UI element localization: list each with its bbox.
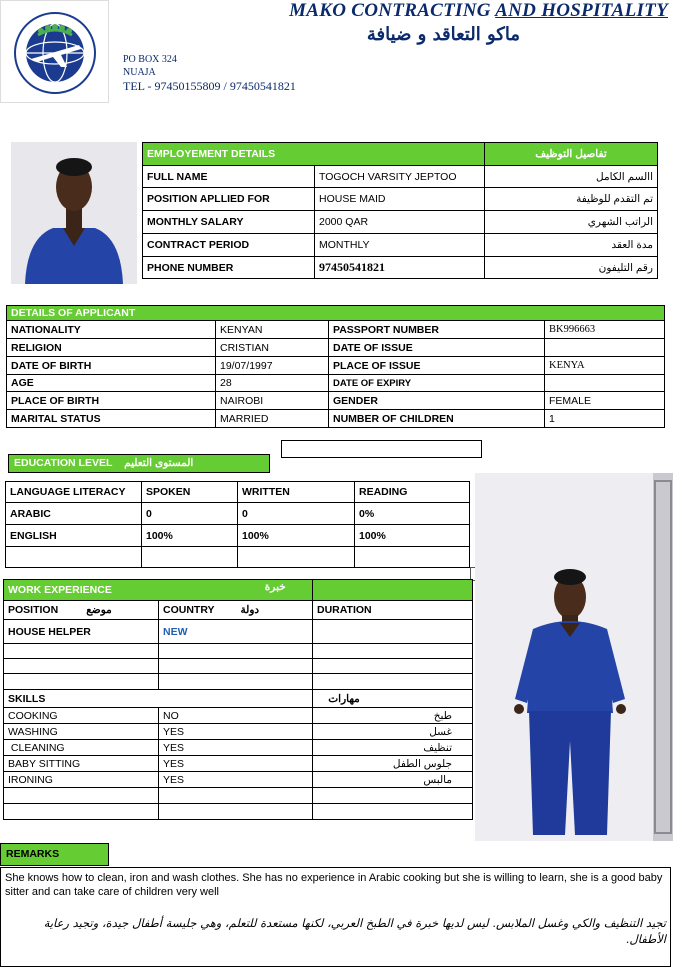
work-position (4, 644, 159, 659)
date-of-birth-label: DATE OF BIRTH (7, 357, 216, 375)
table-row (7, 321, 665, 339)
applicant-full-body-photo (475, 473, 673, 841)
date-of-birth-value: 19/07/1997 (216, 357, 329, 375)
skill-value: YES (159, 724, 313, 740)
work-title-ar: خبرة (264, 581, 286, 593)
remarks-title: REMARKS (0, 843, 109, 866)
applicant-details-table (6, 305, 665, 428)
skill-value (159, 804, 313, 820)
education-title: EDUCATION LEVEL (14, 457, 113, 469)
table-row (143, 166, 658, 188)
skills-title: SKILLS (8, 692, 46, 705)
contract-period-label: CONTRACT PERIOD (143, 234, 315, 257)
table-row (4, 674, 473, 690)
table-row (6, 547, 470, 568)
spoken-value: 0 (142, 503, 238, 525)
skill-name-ar: تنظيف (313, 740, 473, 756)
remarks-text-en: She knows how to clean, iron and wash clothes. She has no experience in Arabic cooking but she is willing to learn, she is a good baby sitter and can take care of children very well (5, 872, 663, 898)
date-of-issue-value (545, 339, 665, 357)
work-duration (313, 644, 473, 659)
remarks-text-ar: تجيد التنظيف والكي وغسل الملابس. ليس لديها خبرة في الطبخ العربي، لكنها مستعدة للتعلم، وهي جليسة أطفال جيدة، وتجيد رعاية الأطفال. (43, 916, 666, 946)
full-name-label: FULL NAME (143, 166, 315, 188)
phone-value: 97450541821 (315, 257, 485, 279)
gender-value: FEMALE (545, 392, 665, 410)
duration-header: DURATION (313, 601, 473, 620)
phone-label: PHONE NUMBER (143, 257, 315, 279)
marital-status-value: MARRIED (216, 410, 329, 428)
table-row (4, 756, 473, 772)
skill-value: YES (159, 756, 313, 772)
contract-period-label-ar: مدة العقد (485, 234, 658, 257)
table-row (4, 620, 473, 644)
salary-label-ar: الراتب الشهري (485, 211, 658, 234)
religion-label: RELIGION (7, 339, 216, 357)
work-duration (313, 659, 473, 674)
table-row (7, 410, 665, 428)
employment-details-table (142, 142, 658, 279)
salary-label: MONTHLY SALARY (143, 211, 315, 234)
nationality-label: NATIONALITY (7, 321, 216, 339)
spoken-header: SPOKEN (142, 482, 238, 503)
table-row (143, 211, 658, 234)
country-header-ar: دولة (240, 604, 260, 616)
reading-value (355, 547, 470, 568)
table-row (4, 740, 473, 756)
country-header-en: COUNTRY (163, 604, 215, 616)
country-header (159, 601, 313, 620)
work-country: NEW (159, 620, 313, 644)
position-header (4, 601, 159, 620)
skill-name-ar: مالبس (313, 772, 473, 788)
table-row (143, 257, 658, 279)
work-experience-table (3, 579, 473, 820)
skills-title-ar: مهارات (328, 692, 360, 705)
work-country (159, 674, 313, 690)
company-name-ar: ماكو التعاقد و ضيافة (366, 24, 520, 45)
position-header-ar: موضع (86, 604, 112, 616)
gender-label: GENDER (329, 392, 545, 410)
age-value: 28 (216, 375, 329, 392)
skill-value: NO (159, 708, 313, 724)
work-position (4, 674, 159, 690)
education-title-bar (8, 454, 270, 473)
marital-status-label: MARITAL STATUS (7, 410, 216, 428)
applicant-portrait-photo (11, 142, 137, 284)
language-name: ENGLISH (6, 525, 142, 547)
date-of-expiry-label: DATE OF EXPIRY (329, 375, 545, 392)
work-title: WORK EXPERIENCE (8, 584, 112, 596)
company-logo (0, 0, 109, 103)
date-of-expiry-value (545, 375, 665, 392)
table-row (4, 708, 473, 724)
skill-name (4, 804, 159, 820)
table-row (4, 804, 473, 820)
skill-value: YES (159, 740, 313, 756)
work-position: HOUSE HELPER (4, 620, 159, 644)
table-row (4, 724, 473, 740)
written-header: WRITTEN (238, 482, 355, 503)
remarks-box (0, 867, 671, 967)
table-row (4, 788, 473, 804)
table-row (4, 659, 473, 674)
work-title-filler (313, 580, 473, 601)
table-row (6, 525, 470, 547)
number-of-children-label: NUMBER OF CHILDREN (329, 410, 545, 428)
spoken-value: 100% (142, 525, 238, 547)
full-name-value: TOGOCH VARSITY JEPTOO (315, 166, 485, 188)
place-of-issue-label: PLACE OF ISSUE (329, 357, 545, 375)
reading-value: 100% (355, 525, 470, 547)
education-table (5, 481, 470, 568)
work-duration (313, 620, 473, 644)
skill-name: BABY SITTING (4, 756, 159, 772)
employment-title: EMPLOYEMENT DETAILS (143, 143, 485, 166)
company-name-en: MAKO CONTRACTING AND HOSPITALITY (289, 0, 668, 21)
table-row (4, 772, 473, 788)
work-title-cell (4, 580, 313, 601)
table-row (4, 644, 473, 659)
table-row (6, 503, 470, 525)
place-of-birth-label: PLACE OF BIRTH (7, 392, 216, 410)
skill-name: WASHING (4, 724, 159, 740)
phone-label-ar: رقم التليفون (485, 257, 658, 279)
employment-title-ar: تفاصيل التوظيف (485, 143, 658, 166)
reading-value: 0% (355, 503, 470, 525)
applicant-title: DETAILS OF APPLICANT (7, 306, 665, 321)
table-row (143, 188, 658, 211)
nationality-value: KENYAN (216, 321, 329, 339)
empty-box (281, 440, 482, 458)
skill-name-ar: طبخ (313, 708, 473, 724)
passport-number-label: PASSPORT NUMBER (329, 321, 545, 339)
number-of-children-value: 1 (545, 410, 665, 428)
skill-value: YES (159, 772, 313, 788)
age-label: AGE (7, 375, 216, 392)
work-country (159, 644, 313, 659)
full-name-label-ar: االسم الكامل (485, 166, 658, 188)
skill-name (4, 788, 159, 804)
table-row (143, 234, 658, 257)
work-position (4, 659, 159, 674)
skill-name-ar (313, 788, 473, 804)
reading-header: READING (355, 482, 470, 503)
table-row (7, 392, 665, 410)
written-value (238, 547, 355, 568)
spoken-value (142, 547, 238, 568)
education-title-ar: المستوى التعليم (124, 457, 194, 469)
salary-value: 2000 QAR (315, 211, 485, 234)
work-duration (313, 674, 473, 690)
skill-name: COOKING (4, 708, 159, 724)
language-literacy-header: LANGUAGE LITERACY (6, 482, 142, 503)
table-row (7, 375, 665, 392)
written-value: 0 (238, 503, 355, 525)
skills-title-cell (4, 690, 360, 708)
work-country (159, 659, 313, 674)
place-of-birth-value: NAIROBI (216, 392, 329, 410)
religion-value: CRISTIAN (216, 339, 329, 357)
date-of-issue-label: DATE OF ISSUE (329, 339, 545, 357)
passport-number-value: BK996663 (545, 321, 665, 339)
table-row (7, 357, 665, 375)
skill-name: IRONING (4, 772, 159, 788)
position-label: POSITION APLLIED FOR (143, 188, 315, 211)
written-value: 100% (238, 525, 355, 547)
language-name (6, 547, 142, 568)
skill-name-ar: غسل (313, 724, 473, 740)
po-box: PO BOX 324 (123, 54, 177, 65)
skill-name-ar: جلوس الطفل (313, 756, 473, 772)
contract-period-value: MONTHLY (315, 234, 485, 257)
position-label-ar: تم التقدم للوظيفة (485, 188, 658, 211)
skill-value (159, 788, 313, 804)
place-of-issue-value: KENYA (545, 357, 665, 375)
position-header-en: POSITION (8, 604, 59, 616)
table-row (7, 339, 665, 357)
language-name: ARABIC (6, 503, 142, 525)
skill-name-ar (313, 804, 473, 820)
position-value: HOUSE MAID (315, 188, 485, 211)
skill-name: CLEANING (4, 740, 159, 756)
telephone: TEL - 97450155809 / 97450541821 (123, 79, 296, 93)
city: NUAJA (123, 67, 156, 78)
